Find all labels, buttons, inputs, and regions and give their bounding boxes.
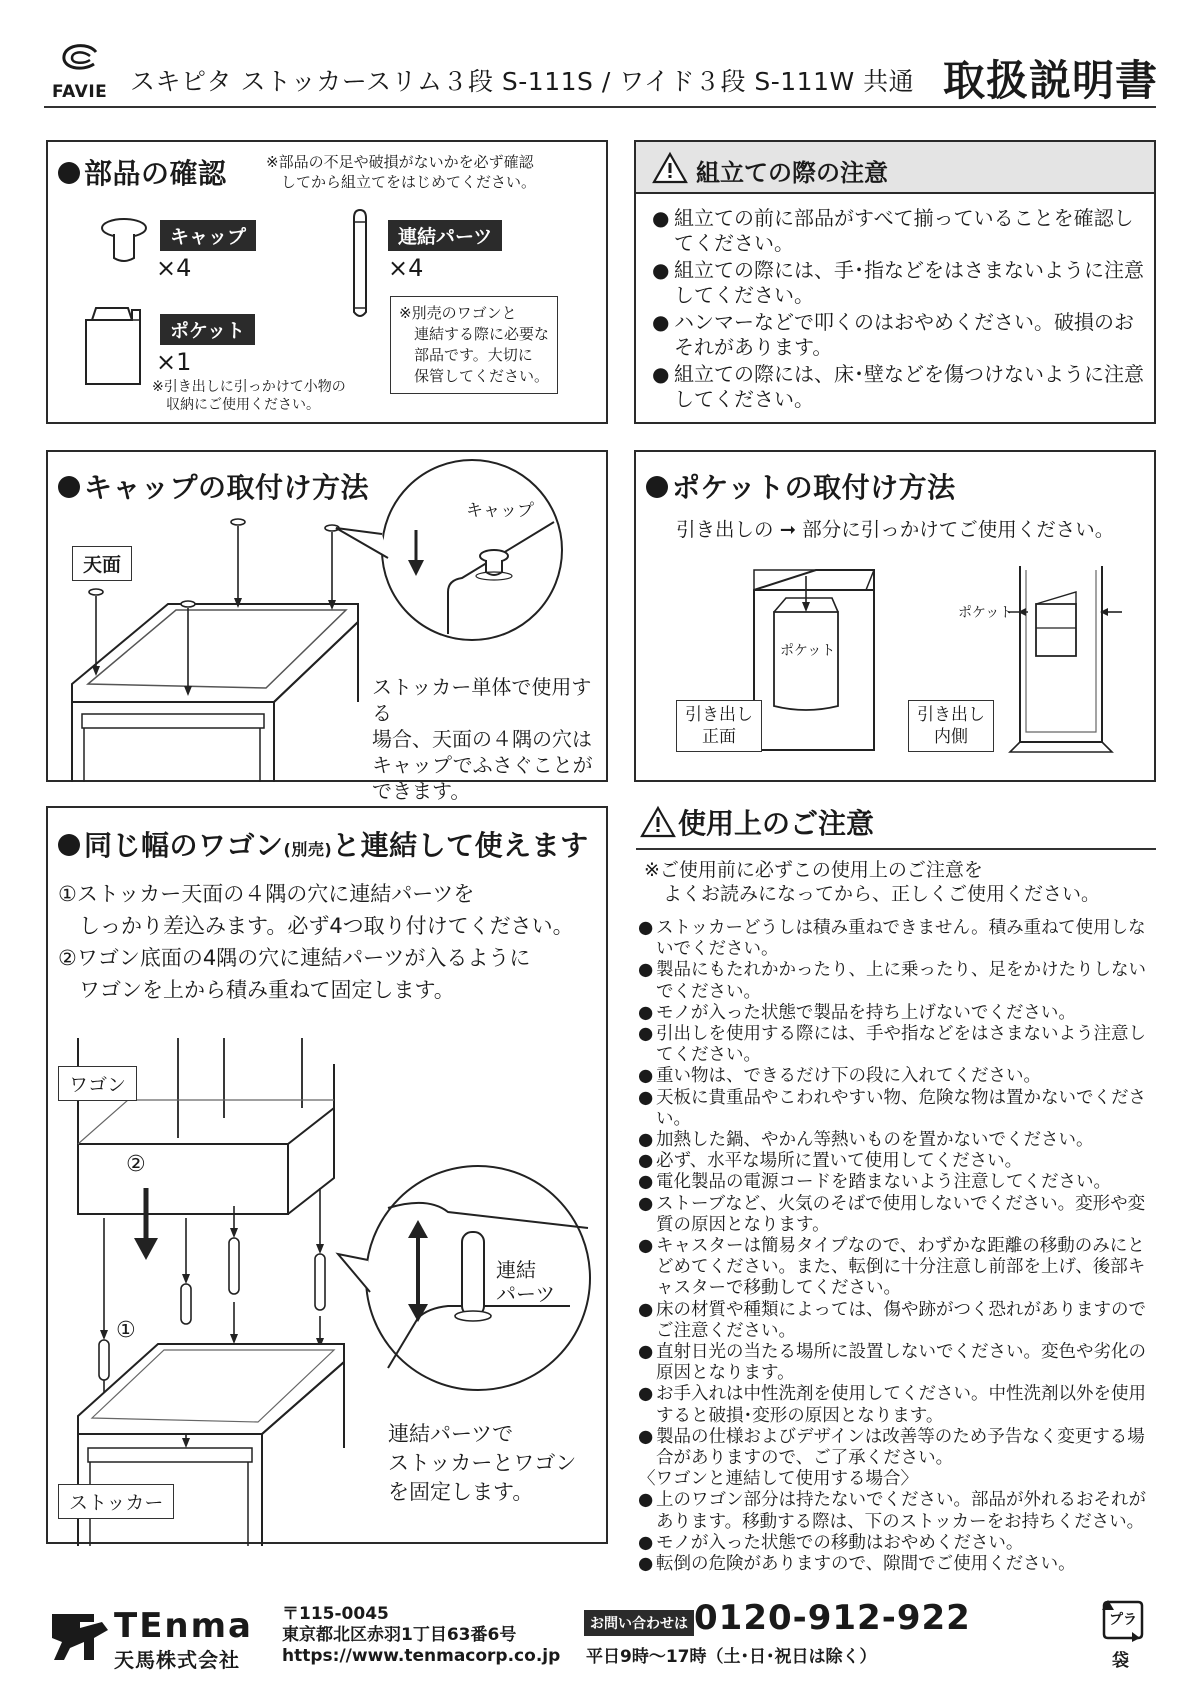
usage-caution-item: ● 直射日光の当たる場所に設置しないでください。変色や劣化の原因となります。 (638, 1342, 1158, 1384)
usage-caution-item: ● 製品にもたれかかったり、上に乗ったり、足をかけたりしないでください。 (638, 960, 1158, 1002)
usage-caution-item: ● 引出しを使用する際には、手や指などをはさまないよう注意してください。 (638, 1024, 1158, 1066)
assembly-caution-header (636, 142, 1154, 194)
usage-caution-divider (636, 848, 1156, 850)
assembly-caution-heading: 組立ての際の注意 (696, 159, 888, 187)
recycle-mark-sub: 袋 (1112, 1651, 1129, 1671)
wagon-link-panel (46, 806, 608, 1544)
contact-tag: お問い合わせは (584, 1610, 694, 1636)
caution-item: ● 組立ての際には、手･指などをはさまないように注意してください。 (652, 258, 1144, 308)
pocket-install-instruction: 引き出しの ➞ 部分に引っかけてご使用ください。 (676, 518, 1115, 541)
link-part-label: 連結パーツ (388, 220, 502, 251)
pocket-note: ※引き出しに引っかけて小物の 収納にご使用ください。 (152, 379, 346, 413)
brand-name: FAVIE (52, 82, 108, 102)
cap-install-caption: ストッカー単体で使用する 場合、天面の４隅の穴は キャップでふさぐことが できます。 (372, 675, 593, 803)
usage-caution-item: ● 電化製品の電源コードを踏まないよう注意してください。 (638, 1172, 1158, 1193)
usage-caution-item: ● 天板に貴重品やこわれやすい物、危険な物は置かないでください。 (638, 1088, 1158, 1130)
usage-caution-item: ● 転倒の危険がありますので、隙間でご使用ください。 (638, 1554, 1158, 1575)
usage-caution-item: ● モノが入った状態で製品を持ち上げないでください。 (638, 1003, 1158, 1024)
caution-item: ● 組立ての前に部品がすべて揃っていることを確認してください。 (652, 206, 1144, 256)
document-title: 取扱説明書 (942, 56, 1158, 105)
assembly-caution-panel (634, 140, 1156, 424)
cap-part-icon (100, 218, 150, 268)
pocket-label-front: ポケット (780, 643, 836, 659)
usage-caution-list (638, 918, 1158, 1575)
cap-install-heading: キャップの取付け方法 (58, 466, 369, 506)
link-part-callout-label: 連結 パーツ (496, 1258, 556, 1306)
recycle-mark (1100, 1594, 1146, 1671)
tenma-logo (50, 1606, 260, 1672)
parts-note: ※部品の不足や破損がないかを必ず確認 してから組立てをはじめてください。 (266, 153, 537, 191)
link-part-icon (350, 208, 370, 322)
usage-caution-item: ● ストッカーどうしは積み重ねできません。積み重ねて使用しないでください。 (638, 918, 1158, 960)
drawer-front-label: 引き出し 正面 (676, 700, 762, 752)
recycle-mark-text: プラ (1109, 1612, 1137, 1628)
warning-icon (652, 152, 688, 184)
cap-callout-label: キャップ (466, 501, 534, 521)
contact-phone: 0120-912-922 (694, 1598, 971, 1638)
usage-caution-intro: ※ご使用前に必ずこの使用上のご注意を よくお読みになってから、正しくご使用ください。 (644, 859, 1101, 905)
pocket-part-icon (82, 304, 146, 388)
contact-hours: 平日9時～17時（土･日･祝日は除く） (586, 1647, 877, 1667)
top-surface-label: 天面 (72, 546, 132, 581)
usage-caution-item: ● ストーブなど、火気のそばで使用しないでください。変形や変質の原因となります。 (638, 1194, 1158, 1236)
usage-caution-item: ● 加熱した鍋、やかん等熱いものを置かないでください。 (638, 1130, 1158, 1151)
step1-marker: ① (116, 1318, 136, 1343)
pocket-qty: ×1 (156, 348, 192, 376)
company-name-jp: 天馬株式会社 (114, 1648, 240, 1672)
wagon-link-heading: 同じ幅のワゴン(別売)と連結して使えます (58, 824, 589, 864)
step2-marker: ② (126, 1152, 146, 1177)
pocket-label: ポケット (160, 314, 255, 345)
usage-caution-item: ● 重い物は、できるだけ下の段に入れてください。 (638, 1066, 1158, 1087)
product-title: スキピタ ストッカースリム３段 S-111S / ワイド３段 S-111W 共通 (130, 67, 915, 96)
parts-heading: 部品の確認 (58, 152, 227, 192)
assembly-caution-list (652, 206, 1144, 414)
stocker-label: ストッカー (58, 1484, 174, 1519)
cap-install-panel (46, 450, 608, 803)
header-divider (44, 106, 1156, 108)
usage-caution-item: ● 必ず、水平な場所に置いて使用してください。 (638, 1151, 1158, 1172)
pocket-install-heading: ポケットの取付け方法 (646, 466, 956, 506)
caution-item: ● ハンマーなどで叩くのはおやめください。破損のおそれがあります。 (652, 310, 1144, 360)
wagon-label: ワゴン (58, 1066, 137, 1101)
link-part-note: ※別売のワゴンと 連結する際に必要な 部品です。大切に 保管してください。 (390, 296, 558, 394)
pocket-install-panel (634, 450, 1156, 782)
usage-caution-heading: 使用上のご注意 (678, 807, 875, 840)
usage-caution-item: ● 床の材質や種類によっては、傷や跡がつく恐れがありますのでご注意ください。 (638, 1300, 1158, 1342)
link-part-qty: ×4 (388, 254, 424, 282)
drawer-inside-label: 引き出し 内側 (908, 700, 994, 752)
usage-caution-subheading: 〈ワゴンと連結して使用する場合〉 (638, 1469, 918, 1490)
warning-icon (640, 806, 676, 838)
favie-logo (52, 44, 114, 102)
usage-caution-item: ● 製品の仕様およびデザインは改善等のため予告なく変更する場合がありますので、ご了承ください。 (638, 1427, 1158, 1469)
usage-caution-item: ● モノが入った状態での移動はおやめください。 (638, 1533, 1158, 1554)
company-name-en: TEnma (114, 1606, 253, 1646)
pocket-label-inside: ポケット (958, 605, 1014, 621)
cap-qty: ×4 (156, 254, 192, 282)
wagon-link-steps: ①ストッカー天面の４隅の穴に連結パーツを しっかり差込みます。必ず4つ取り付けてください。 ②ワゴン底面の4隅の穴に連結パーツが入るように ワゴンを上から積み重ねて固定します。 (58, 882, 574, 1002)
usage-caution-item: ● お手入れは中性洗剤を使用してください。中性洗剤以外を使用すると破損･変形の原因となります。 (638, 1384, 1158, 1426)
usage-caution-item: ● 上のワゴン部分は持たないでください。部品が外れるおそれがあります。移動する際は、下のストッカーをお持ちください。 (638, 1490, 1158, 1532)
cap-label: キャップ (160, 220, 256, 251)
company-address: 〒115-0045 東京都北区赤羽1丁目63番6号 https://www.tenmacorp.co.jp (282, 1604, 561, 1666)
favie-swirl-icon (60, 44, 100, 74)
parts-check-panel (46, 140, 608, 424)
pegasus-logo-icon (50, 1608, 110, 1664)
usage-caution-item: ● キャスターは簡易タイプなので、わずかな距離の移動のみにとどめてください。また、転倒に十分注意し前部を上げ、後部キャスターで移動してください。 (638, 1236, 1158, 1300)
caution-item: ● 組立ての際には、床･壁などを傷つけないように注意してください。 (652, 362, 1144, 412)
wagon-link-caption: 連結パーツで ストッカーとワゴン を固定します。 (388, 1422, 577, 1504)
